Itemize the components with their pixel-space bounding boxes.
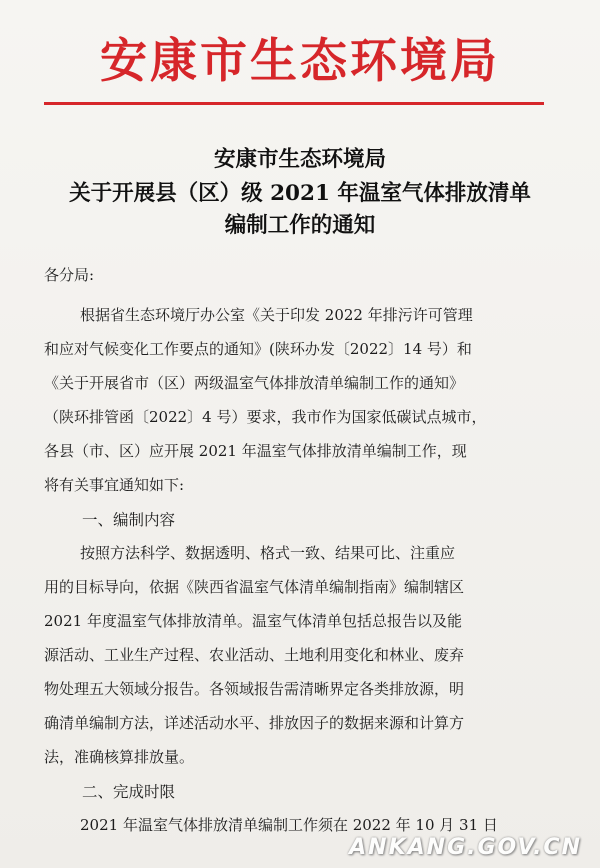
- body-line: 2021 年温室气体排放清单编制工作须在 2022 年 10 月 31 日: [80, 816, 498, 834]
- body-line: 2021 年度温室气体排放清单。温室气体清单包括总报告以及能: [44, 612, 462, 630]
- section-heading-2: 二、完成时限: [82, 783, 176, 801]
- site-watermark: ANKANG.GOV.CN: [349, 835, 582, 860]
- masthead-red-rule: [44, 102, 544, 105]
- salutation: 各分局:: [44, 266, 95, 284]
- body-line: 《关于开展省市（区）两级温室气体排放清单编制工作的通知》: [44, 374, 465, 392]
- notice-title-line-2: 关于开展县（区）级 2021 年温室气体排放清单: [69, 181, 531, 206]
- body-line: 用的目标导向，依据《陕西省温室气体清单编制指南》编制辖区: [44, 578, 465, 596]
- body-line: 源活动、工业生产过程、农业活动、土地利用变化和林业、废弃: [44, 646, 465, 664]
- body-line: 将有关事宜通知如下:: [44, 476, 185, 494]
- notice-title-line-1: 安康市生态环境局: [213, 147, 386, 172]
- body-line: 和应对气候变化工作要点的通知》(陕环办发〔2022〕14 号）和: [44, 340, 472, 358]
- body-line: 按照方法科学、数据透明、格式一致、结果可比、注重应: [80, 544, 456, 562]
- section-heading-1: 一、编制内容: [82, 511, 176, 529]
- body-line: 各县（市、区）应开展 2021 年温室气体排放清单编制工作，现: [44, 442, 467, 460]
- body-line: 根据省生态环境厅办公室《关于印发 2022 年排污许可管理: [80, 306, 473, 324]
- body-line: 物处理五大领域分报告。各领域报告需清晰界定各类排放源，明: [44, 680, 465, 698]
- notice-title-line-3: 编制工作的通知: [224, 213, 376, 238]
- body-line: （陕环排管函〔2022〕4 号）要求，我市作为国家低碳试点城市，: [44, 408, 487, 426]
- masthead-title: 安康市生态环境局: [100, 34, 500, 89]
- body-line: 法，准确核算排放量。: [44, 748, 195, 766]
- body-line: 确清单编制方法，详述活动水平、排放因子的数据来源和计算方: [44, 714, 465, 732]
